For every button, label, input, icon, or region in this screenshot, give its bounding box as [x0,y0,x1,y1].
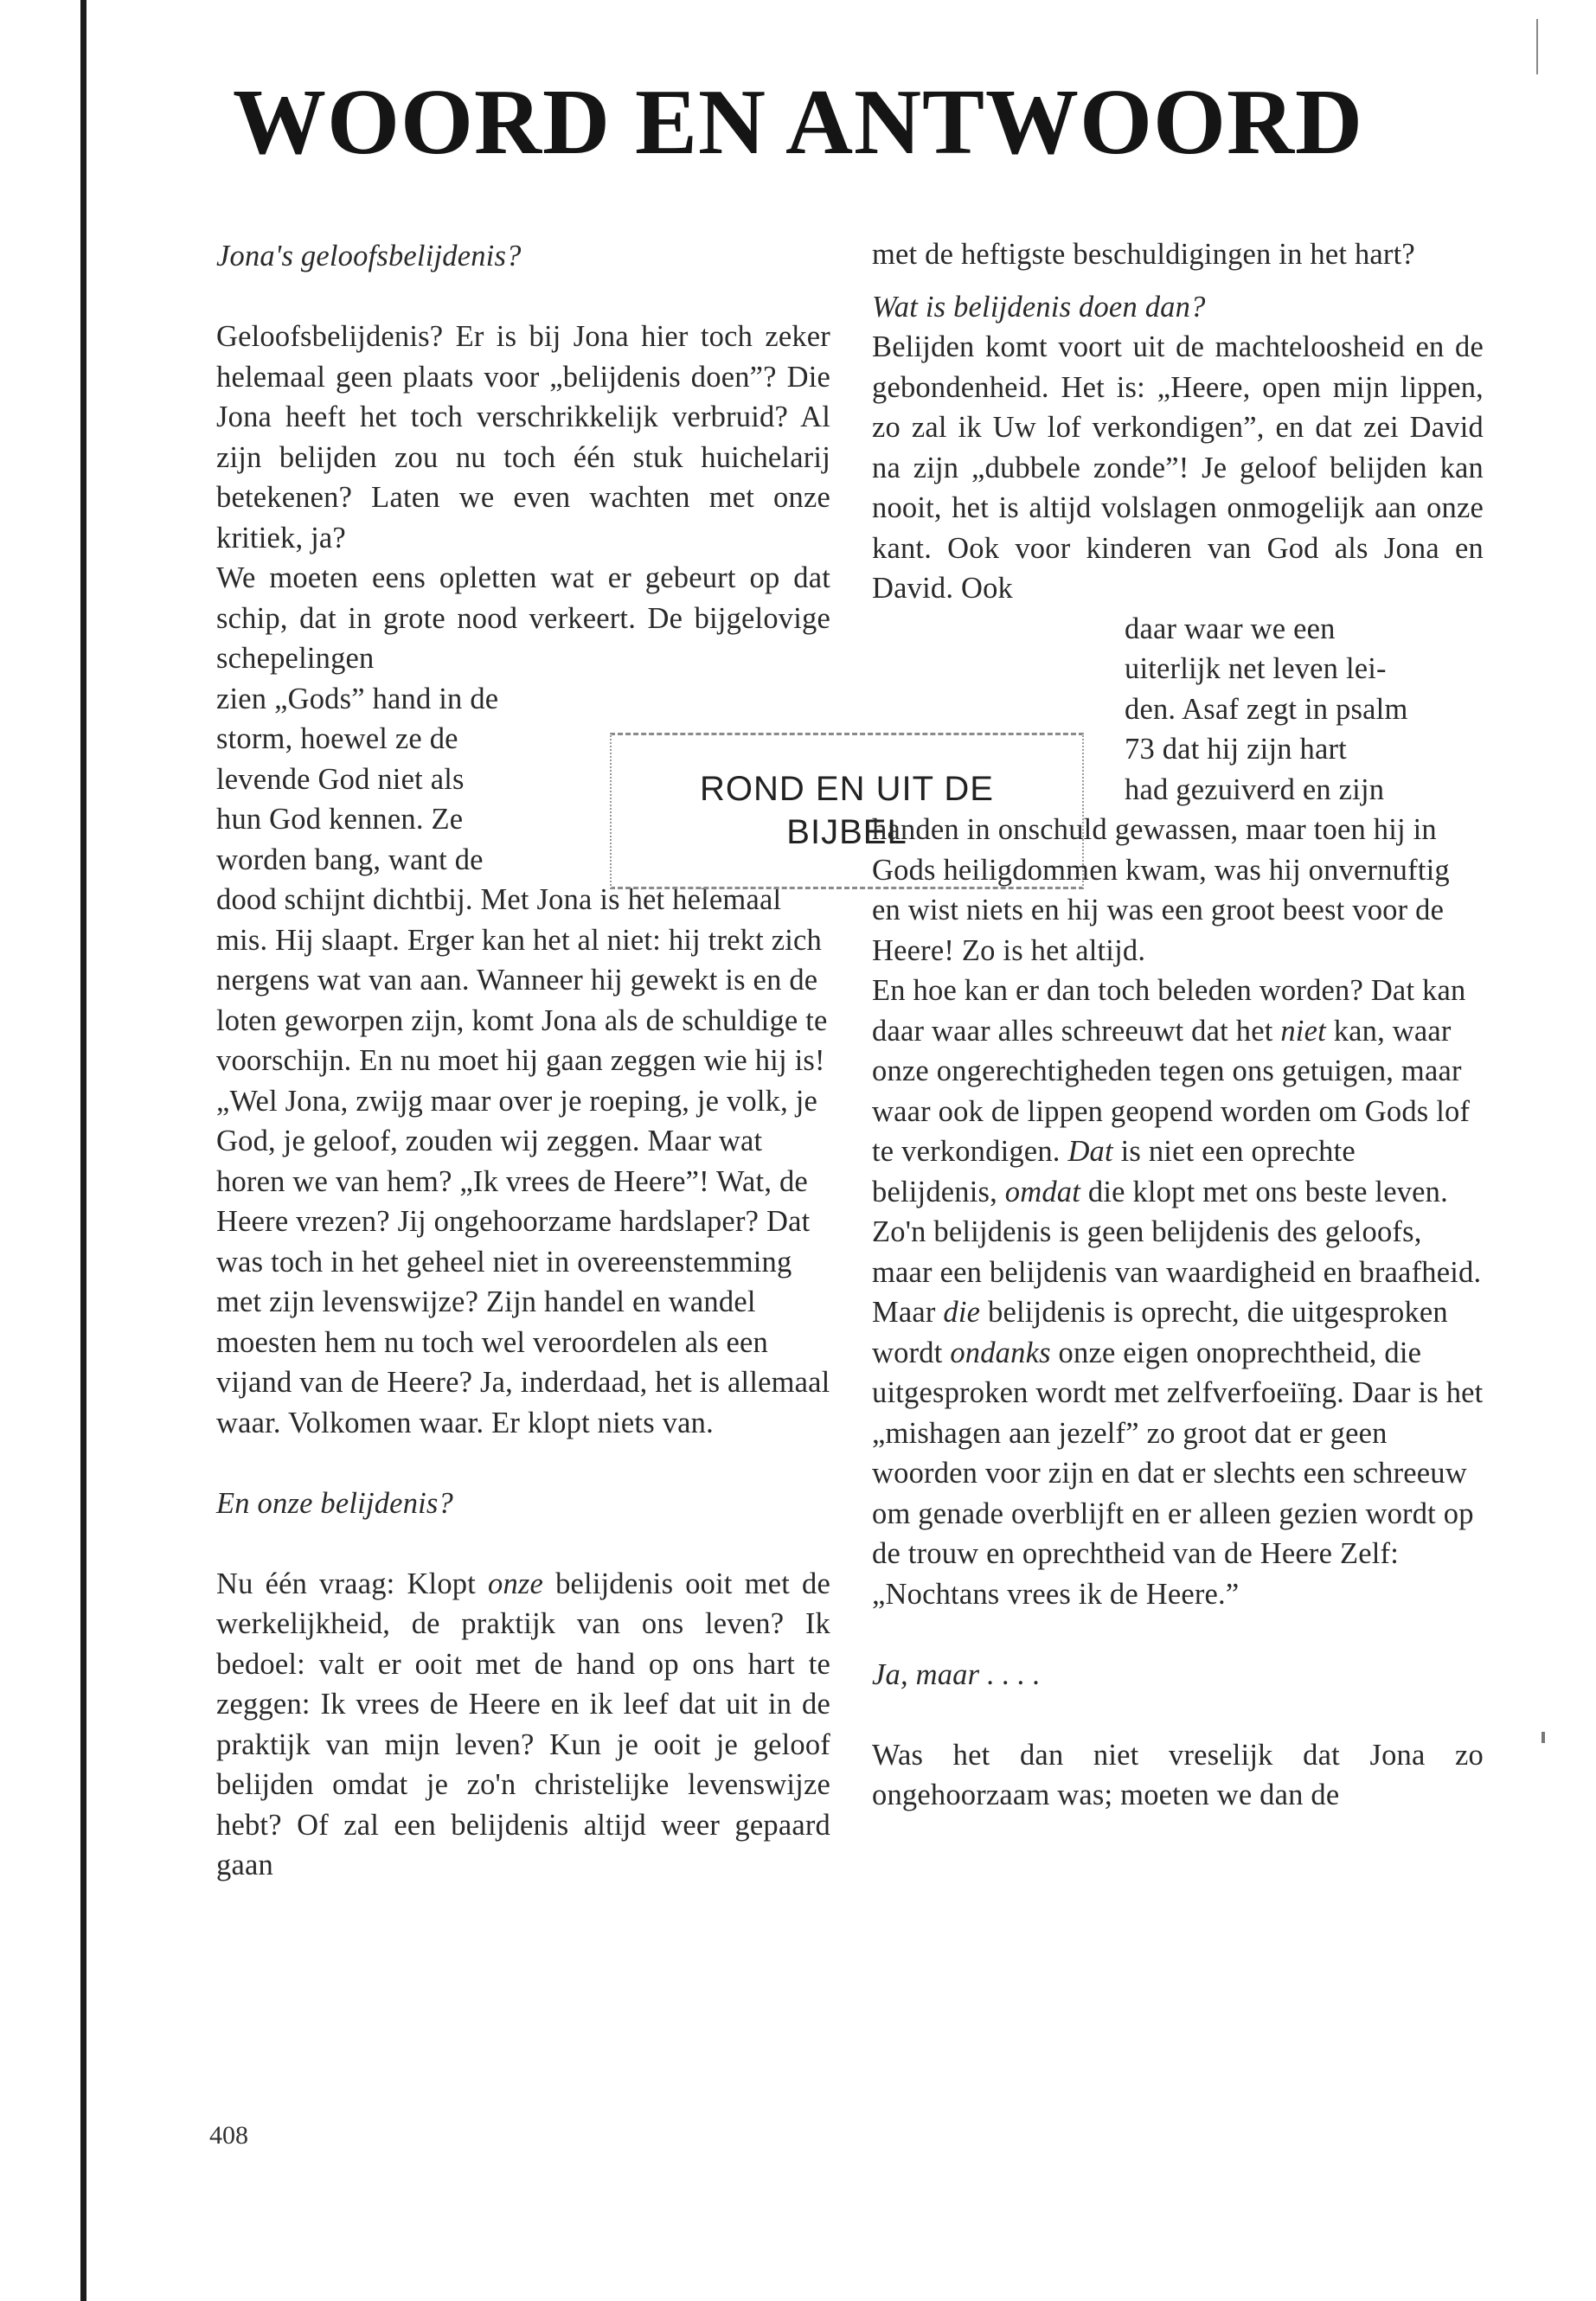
paragraph: En hoe kan er dan toch beleden worden? Dat kan daar waar alles schreeuwt dat het niet kan, waar onze ongerechtigheden tegen ons getuigen, maar waar ook de lippen geopend worden om Gods lof te verkondigen. Dat is niet een oprechte belijdenis, omdat die klopt met ons beste leven. Zo'n belijdenis is geen belijdenis des geloofs, maar een belijdenis van waardigheid en braafheid. Maar die belijdenis is oprecht, die uitgesproken wordt ondanks onze eigen onoprechtheid, die uitgesproken wordt met zelfverfoeiïng. Daar is het „mishagen aan jezelf” zo groot dat er geen woorden voor zijn en dat er slechts een schreeuw om genade overblijft en er alleen gezien wordt op de trouw en oprechtheid van de Heere Zelf: „Nochtans vrees ik de Heere.” [872,974,1484,1611]
paragraph: met de heftigste beschuldigingen in het hart? [872,238,1415,271]
paragraph: handen in onschuld gewassen, maar toen hij in Gods heiligdommen kwam, was hij onvernuftig en wist niets en hij was een groot beest voor de Heere! Zo is het altijd. [872,813,1450,967]
spacer [216,1443,830,1484]
spacer [872,1695,1484,1735]
paragraph-wrap-around-box [1125,609,1484,811]
rubric-box-label: ROND EN UIT DE BIJBEL [700,770,994,851]
page-number: 408 [209,2121,248,2150]
paragraph: Nu één vraag: Klopt onze belijdenis ooit met de werkelijkheid, de praktijk van ons leven? Ik bedoel: valt er ooit met de hand op ons hart te zeggen: Ik vrees de Heere en ik leef dat uit in de praktijk van mijn leven? Kun je ooit je geloof belijden omdat je zo'n christelijke levenswijze hebt? Of zal een belijdenis altijd weer gepaard gaan [216,1567,830,1881]
text-line: worden bang, want de [216,843,484,876]
text-line: den. Asaf zegt in psalm [1125,692,1408,726]
spacer [216,1523,830,1564]
text-line: zien „Gods” hand in de [216,682,499,715]
scan-edge [80,0,87,2301]
paragraph: Belijden komt voort uit de machteloosheid en de gebondenheid. Het is: „Heere, open mijn lippen, zo zal ik Uw lof verkondigen”, en dat zei David na zijn „dubbele zonde”! Je geloof belijden kan nooit, het is altijd volslagen onmogelijk aan onze kant. Ook voor kinderen van God als Jona en David. Ook [872,330,1484,605]
paragraph: Was het dan niet vreselijk dat Jona zo ongehoorzaam was; moeten we dan de [872,1738,1484,1811]
spacer [872,1614,1484,1655]
paragraph: dood schijnt dichtbij. Met Jona is het helemaal mis. Hij slaapt. Erger kan het al niet: hij trekt zich nergens wat van aan. Wanneer hij gewekt is en de loten geworpen zijn, komt Jona als de schuldige te voorschijn. En nu moet hij gaan zeggen wie hij is! „Wel Jona, zwijg maar over je roeping, je volk, je God, je geloof, zouden wij zeggen. Maar wat horen we van hem? „Ik vrees de Heere”! Wat, de Heere vrezen? Jij ongehoorzame hardslaper? Dat was toch in het geheel niet in overeenstemming met zijn levenswijze? Zijn handel en wandel moesten hem nu toch wel veroordelen als een vijand van de Heere? Ja, inderdaad, het is allemaal waar. Volkomen waar. Er klopt niets van. [216,883,830,1439]
spacer [216,277,830,317]
paragraph-wrap-around-box [216,679,575,881]
scan-speck [1542,1732,1545,1743]
text-line: storm, hoewel ze de [216,722,458,755]
paragraph: Geloofsbelijdenis? Er is bij Jona hier toch zeker helemaal geen plaats voor „belijdenis doen”? Die Jona heeft het toch verschrikkelijk verbruid? Al zijn belijden zou nu toch één stuk huichelarij betekenen? Laten we even wachten met onze kritiek, ja? [216,320,830,554]
text-line: uiterlijk net leven lei- [1125,652,1387,685]
text-line: 73 dat hij zijn hart [1125,733,1347,766]
text-line: had gezuiverd en zijn [1125,772,1385,806]
section-heading: Jona's geloofsbelijdenis? [216,240,522,272]
paragraph: We moeten eens opletten wat er gebeurt op dat schip, dat in grote nood verkeert. De bijgelovige schepelingen [216,561,830,675]
section-heading: Wat is belijdenis doen dan? [872,290,1206,324]
section-heading: Ja, maar . . . . [872,1657,1041,1691]
scan-mark [1536,19,1538,74]
text-line: levende God niet als [216,762,465,796]
text-line: hun God kennen. Ze [216,803,464,836]
text-line: daar waar we een [1125,612,1336,645]
spacer [872,275,1484,287]
section-heading: En onze belijdenis? [216,1486,454,1520]
column-left [216,236,830,1886]
page-title: WOORD EN ANTWOORD [232,71,1364,174]
column-right [872,234,1484,1816]
